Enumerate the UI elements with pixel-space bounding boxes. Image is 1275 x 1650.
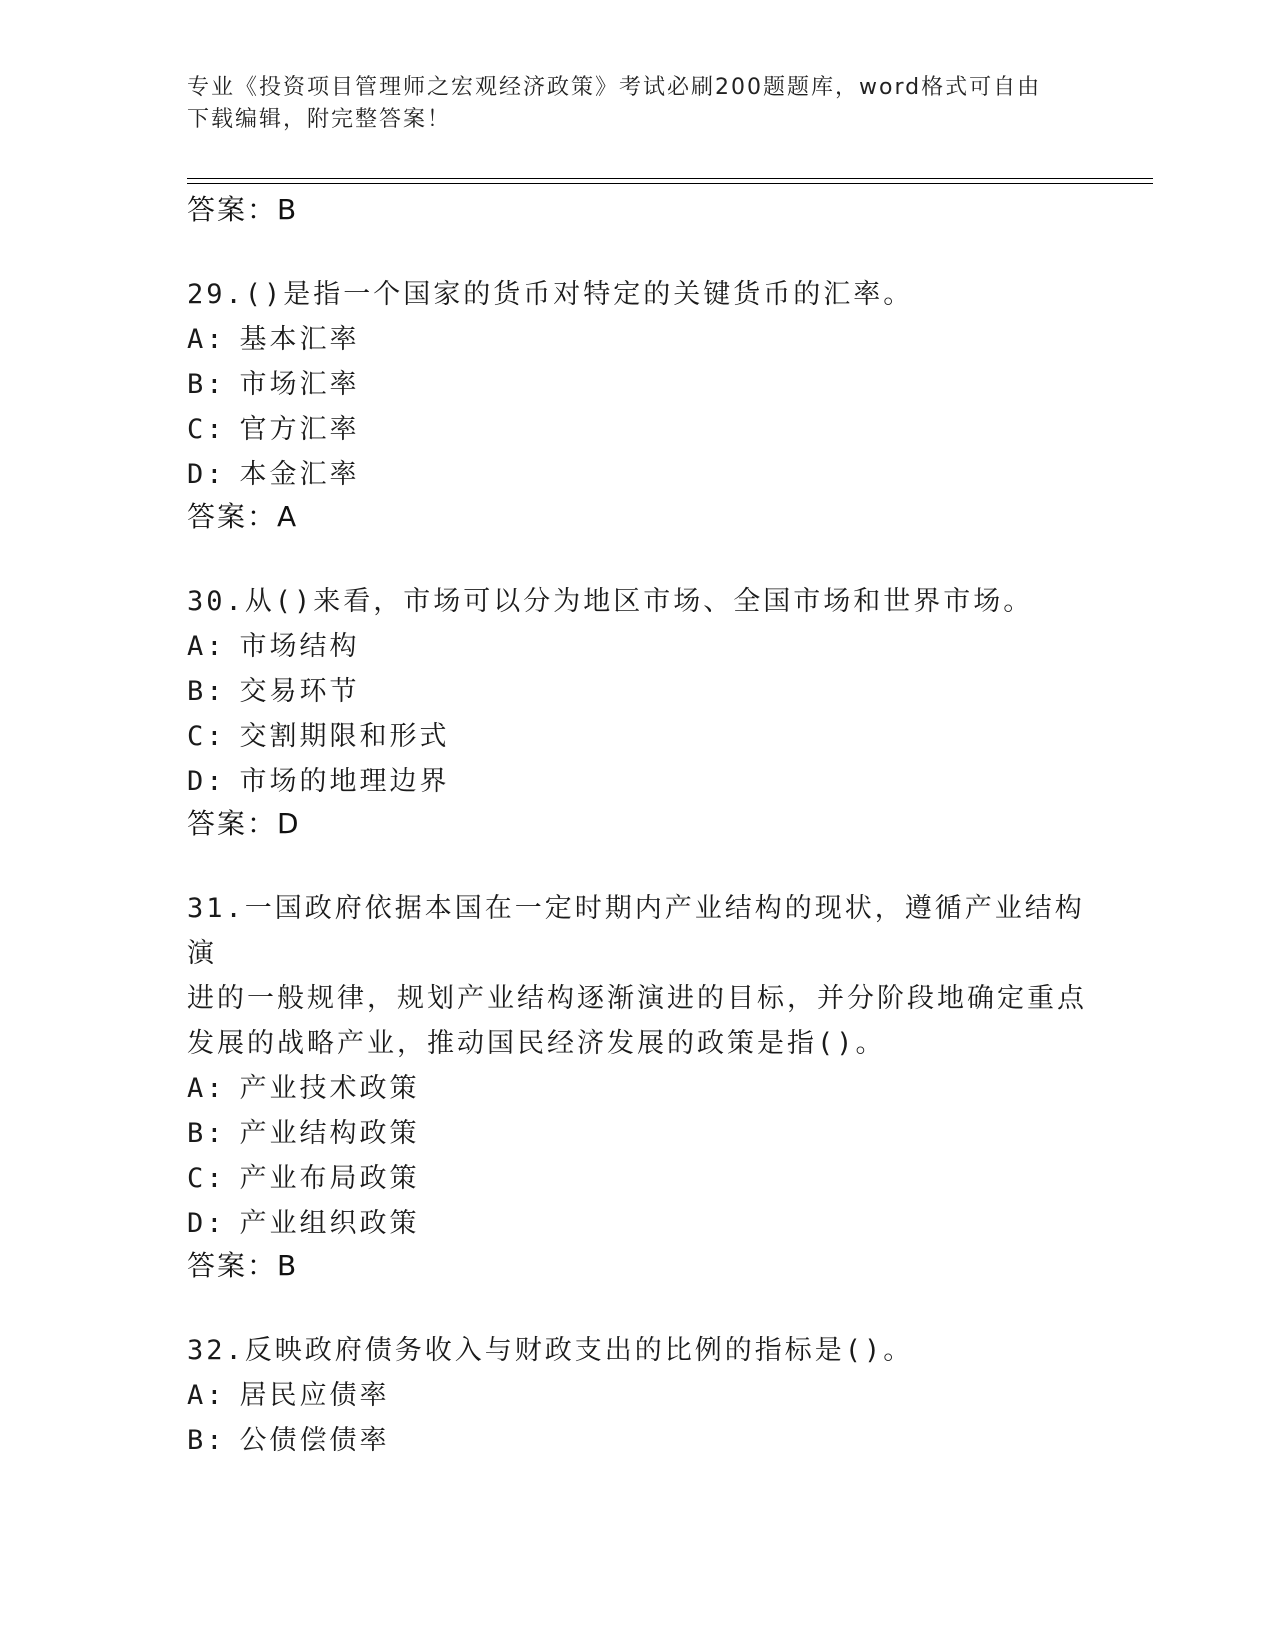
- option-key: A:: [187, 324, 226, 355]
- header-line-2: 下载编辑，附完整答案！: [187, 107, 452, 132]
- option-key: B:: [187, 1118, 226, 1149]
- option-d: [187, 452, 1087, 497]
- option-b: [187, 1418, 1087, 1463]
- option-text: 产业技术政策: [239, 1073, 420, 1104]
- option-text: 市场汇率: [239, 369, 360, 400]
- header-divider-top: [187, 178, 1153, 179]
- option-key: A:: [187, 1073, 226, 1104]
- option-d: [187, 1201, 1087, 1246]
- option-a: [187, 1066, 1087, 1111]
- question-32: [187, 1328, 1087, 1463]
- option-a: [187, 317, 1087, 362]
- option-text: 市场的地理边界: [239, 766, 450, 797]
- option-text: 市场结构: [239, 631, 360, 662]
- header-divider-bottom: [187, 183, 1153, 184]
- option-a: [187, 624, 1087, 669]
- answer-line: 答案：B: [187, 193, 299, 226]
- option-b: [187, 362, 1087, 407]
- question-text-line-1: 31.一国政府依据本国在一定时期内产业结构的现状，遵循产业结构演: [187, 893, 1085, 969]
- option-key: B:: [187, 369, 226, 400]
- option-text: 公债偿债率: [239, 1425, 390, 1456]
- option-text: 产业布局政策: [239, 1163, 420, 1194]
- option-c: [187, 407, 1087, 452]
- option-text: 产业结构政策: [239, 1118, 420, 1149]
- option-c: [187, 714, 1087, 759]
- option-text: 交割期限和形式: [239, 721, 450, 752]
- option-key: C:: [187, 414, 226, 445]
- option-text: 本金汇率: [239, 459, 360, 490]
- option-key: D:: [187, 1208, 226, 1239]
- option-text: 居民应债率: [239, 1380, 390, 1411]
- option-b: [187, 1111, 1087, 1156]
- option-key: B:: [187, 676, 226, 707]
- option-c: [187, 1156, 1087, 1201]
- question-text-line-2: 进的一般规律，规划产业结构逐渐演进的目标，并分阶段地确定重点: [187, 983, 1087, 1014]
- option-b: [187, 669, 1087, 714]
- option-key: A:: [187, 631, 226, 662]
- option-a: [187, 1373, 1087, 1418]
- header-line-1: 专业《投资项目管理师之宏观经济政策》考试必刷200题题库，word格式可自由: [187, 75, 1042, 100]
- document-header: [187, 72, 1087, 136]
- option-text: 基本汇率: [239, 324, 360, 355]
- option-text: 产业组织政策: [239, 1208, 420, 1239]
- answer-line: 答案：B: [187, 1249, 299, 1282]
- question-list: [187, 190, 1087, 1463]
- option-key: C:: [187, 1163, 226, 1194]
- option-key: B:: [187, 1425, 226, 1456]
- answer-line: 答案：A: [187, 500, 299, 533]
- option-text: 交易环节: [239, 676, 360, 707]
- option-d: [187, 759, 1087, 804]
- question-text: 30.从()来看，市场可以分为地区市场、全国市场和世界市场。: [187, 586, 1034, 617]
- option-key: D:: [187, 459, 226, 490]
- option-text: 官方汇率: [239, 414, 360, 445]
- question-text: 32.反映政府债务收入与财政支出的比例的指标是()。: [187, 1335, 914, 1366]
- question-31: [187, 886, 1087, 1286]
- question-text: 29.()是指一个国家的货币对特定的关键货币的汇率。: [187, 279, 914, 310]
- option-key: C:: [187, 721, 226, 752]
- question-29: [187, 272, 1087, 537]
- option-key: A:: [187, 1380, 226, 1411]
- option-key: D:: [187, 766, 226, 797]
- question-text-line-3: 发展的战略产业，推动国民经济发展的政策是指()。: [187, 1028, 886, 1059]
- answer-line: 答案：D: [187, 807, 301, 840]
- question-30: [187, 579, 1087, 844]
